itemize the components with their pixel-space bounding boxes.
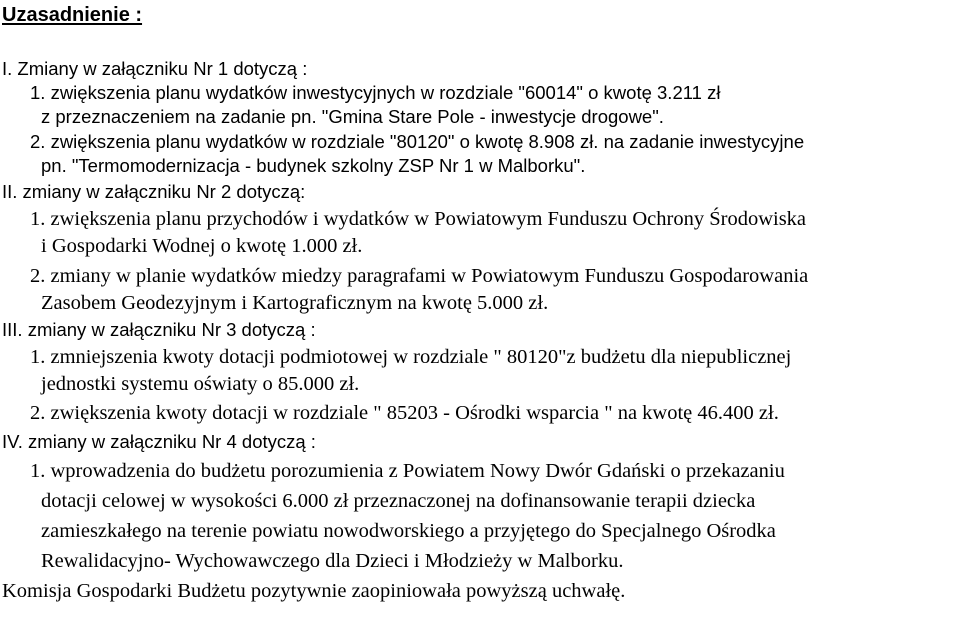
paragraph-line: 1. wprowadzenia do budżetu porozumienia z Powiatem Nowy Dwór Gdański o przekazaniu (30, 460, 785, 482)
paragraph-line: 1. zmniejszenia kwoty dotacji podmiotowej w rozdziale " 80120"z budżetu dla niepublicznej (30, 346, 792, 368)
closing-statement: Komisja Gospodarki Budżetu pozytywnie zaopiniowała powyższą uchwałę. (2, 580, 626, 602)
paragraph-line: i Gospodarki Wodnej o kwotę 1.000 zł. (41, 235, 363, 257)
paragraph-line: 2. zwiększenia planu wydatków w rozdziale "80120" o kwotę 8.908 zł. na zadanie inwestycyjne (30, 131, 805, 152)
paragraph-line: 2. zwiększenia kwoty dotacji w rozdziale " 85203 - Ośrodki wsparcia " na kwotę 46.400 zł. (30, 402, 779, 424)
document-title: Uzasadnienie : (2, 4, 143, 26)
paragraph-line: pn. "Termomodernizacja - budynek szkolny ZSP Nr 1 w Malborku". (41, 155, 586, 176)
section-heading-4: IV. zmiany w załączniku Nr 4 dotyczą : (2, 431, 316, 452)
paragraph-line: 1. zwiększenia planu wydatków inwestycyjnych w rozdziale "60014" o kwotę 3.211 zł (30, 82, 721, 103)
paragraph-line: zamieszkałego na terenie powiatu nowodworskiego a przyjętego do Specjalnego Ośrodka (41, 520, 776, 542)
paragraph-line: dotacji celowej w wysokości 6.000 zł przeznaczonej na dofinansowanie terapii dziecka (41, 490, 756, 512)
section-heading-1: I. Zmiany w załączniku Nr 1 dotyczą : (2, 58, 308, 79)
section-heading-2: II. zmiany w załączniku Nr 2 dotyczą: (2, 181, 306, 202)
paragraph-line: 1. zwiększenia planu przychodów i wydatków w Powiatowym Funduszu Ochrony Środowiska (30, 208, 807, 230)
section-heading-3: III. zmiany w załączniku Nr 3 dotyczą : (2, 319, 316, 340)
paragraph-line: z przeznaczeniem na zadanie pn. "Gmina Stare Pole - inwestycje drogowe". (41, 106, 664, 127)
paragraph-line: Zasobem Geodezyjnym i Kartograficznym na kwotę 5.000 zł. (41, 292, 549, 314)
paragraph-line: Rewalidacyjno- Wychowawczego dla Dzieci i Młodzieży w Malborku. (41, 550, 624, 572)
paragraph-line: jednostki systemu oświaty o 85.000 zł. (41, 373, 360, 395)
paragraph-line: 2. zmiany w planie wydatków miedzy paragrafami w Powiatowym Funduszu Gospodarowania (30, 265, 809, 287)
